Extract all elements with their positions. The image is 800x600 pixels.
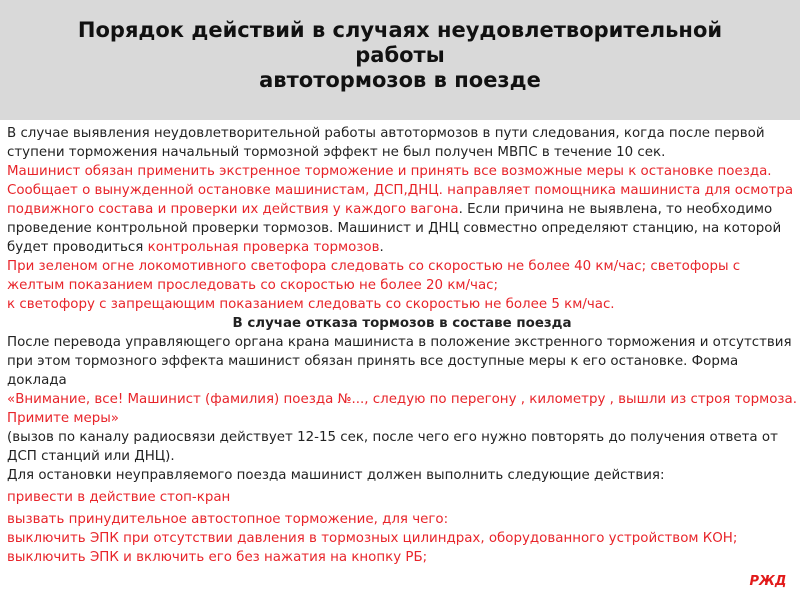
speed-red-signal: к светофору с запрещающим показанием следовать со скоростью не более 5 км/час. — [7, 297, 615, 312]
title-line-1: Порядок действий в случаях неудовлетворительной — [77, 18, 723, 42]
slide-title — [20, 18, 780, 93]
action-item-3: выключить ЭПК при отсутствии давления в тормозных цилиндрах, оборудованного устройством КОН; — [7, 531, 738, 546]
control-check-text: . Если причина не выявлена, то необходимо проведение контрольной проверки тормозов. Машинист и ДНЦ совместно определяют станцию, на которой будет проводиться — [7, 202, 782, 255]
actions-intro: Для остановки неуправляемого поезда машинист должен выполнить следующие действия: — [7, 468, 665, 483]
slide-body — [7, 124, 797, 567]
paragraph-emergency — [7, 162, 797, 257]
title-line-2: работы — [355, 43, 445, 67]
section-subheading: В случае отказа тормозов в составе поезда — [232, 316, 572, 331]
paragraph-brake-failure: После перевода управляющего органа крана машиниста в положение экстренного торможения и отсутствия при этом тормозного эффекта машинист обязан принять все доступные меры к его остановке. Форма доклада — [7, 335, 792, 388]
title-line-3: автотормозов в поезде — [259, 68, 541, 92]
speed-green-yellow: При зеленом огне локомотивного светофора следовать со скоростью не более 40 км/час; светофоры с желтым показанием проследовать со скоростью не более 20 км/час; — [7, 259, 741, 293]
action-item-4: выключить ЭПК и включить его без нажатия на кнопку РБ; — [7, 550, 428, 565]
title-band — [0, 0, 800, 120]
svg-text:РЖД: РЖД — [749, 574, 787, 589]
paragraph-intro: В случае выявления неудовлетворительной работы автотормозов в пути следования, когда после первой ступени торможения начальный тормозной эффект не был получен МВПС в течение 10 сек. — [7, 126, 765, 160]
paragraph-end-dot: . — [379, 240, 384, 255]
control-check-term: контрольная проверка тормозов — [147, 240, 380, 255]
action-item-1: привести в действие стоп-кран — [7, 490, 231, 505]
rzd-logo — [746, 566, 790, 594]
radio-report-template: «Внимание, все! Машинист (фамилия) поезда №..., следую по перегону , километру , вышли из строя тормоза. Примите меры» — [7, 392, 797, 426]
action-item-2: вызвать принудительное автостопное торможение, для чего: — [7, 512, 449, 527]
radio-note: (вызов по каналу радиосвязи действует 12-15 сек, после чего его нужно повторять до получения ответа от ДСП станций или ДНЦ). — [7, 430, 778, 464]
emergency-instruction: Машинист обязан применить экстренное торможение и принять все возможные меры к остановке поезда. Сообщает о вынужденной остановке машинистам, ДСП,ДНЦ. направляет помощника машиниста для осмотра подвижного состава и проверки их действия у каждого вагона — [7, 164, 794, 217]
rzd-logo-icon — [746, 566, 790, 594]
